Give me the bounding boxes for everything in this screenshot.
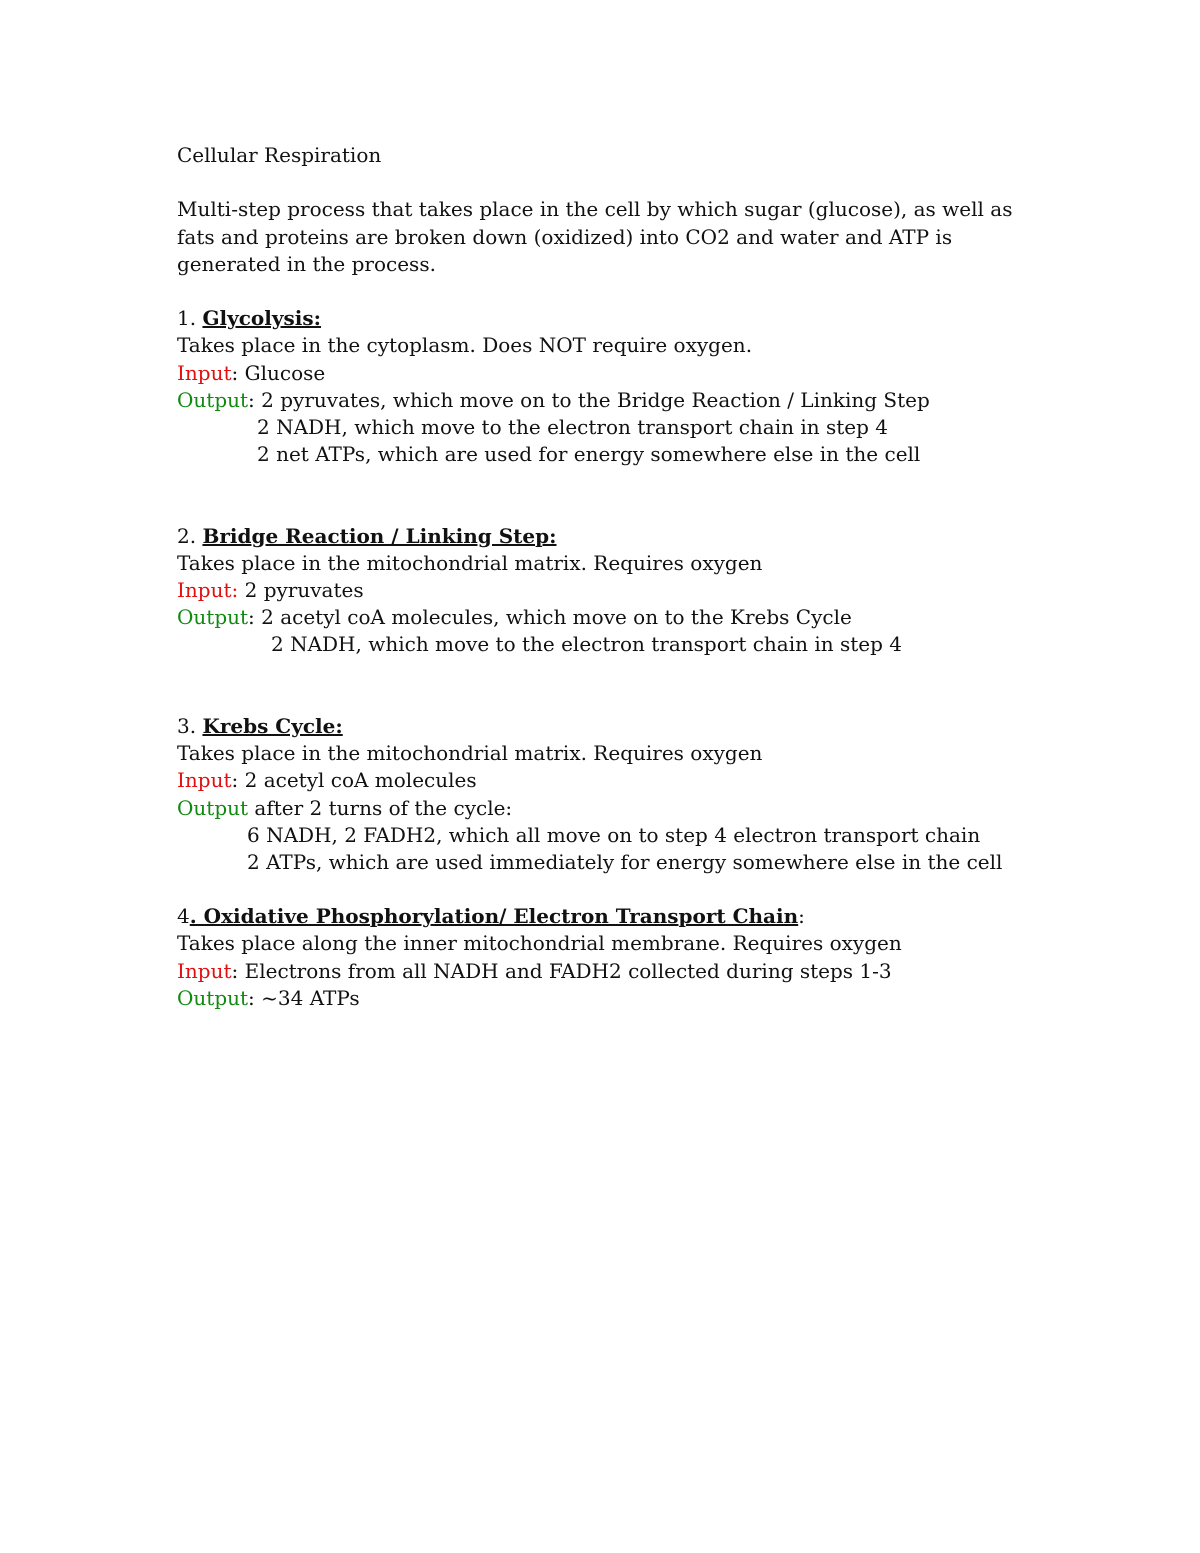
input-label: Input: — [177, 578, 239, 603]
step-3-output-extra-2: 2 ATPs, which are used immediately for energy somewhere else in the cell — [247, 849, 1003, 874]
step-3-output: Output after 2 turns of the cycle: — [177, 795, 513, 820]
input-label: Input — [177, 958, 232, 983]
document-title: Cellular Respiration — [177, 143, 382, 167]
step-2-input: Input: 2 pyruvates — [177, 578, 364, 603]
step-1-output: Output: 2 pyruvates, which move on to the Bridge Reaction / Linking Step — [177, 387, 930, 412]
step-4-output: Output: ~34 ATPs — [177, 985, 360, 1010]
step-2-heading: 2. Bridge Reaction / Linking Step: — [177, 523, 557, 548]
intro-line-1: Multi-step process that takes place in the cell by which sugar (glucose), as well as — [177, 197, 1013, 222]
step-4-heading: 4. Oxidative Phosphorylation/ Electron Transport Chain: — [177, 904, 805, 929]
output-label: Output — [177, 605, 249, 630]
step-3-heading: 3. Krebs Cycle: — [177, 713, 343, 738]
step-3-input: Input: 2 acetyl coA molecules — [177, 768, 477, 793]
intro-line-2: fats and proteins are broken down (oxidized) into CO2 and water and ATP is — [177, 224, 953, 249]
step-2-output-extra-1: 2 NADH, which move to the electron transport chain in step 4 — [271, 632, 903, 657]
input-label: Input — [177, 360, 232, 385]
step-1-input: Input: Glucose — [177, 360, 326, 385]
step-1-output-extra-1: 2 NADH, which move to the electron transport chain in step 4 — [257, 414, 889, 439]
document-page — [177, 142, 1137, 1012]
step-2-location: Takes place in the mitochondrial matrix. Requires oxygen — [177, 550, 763, 575]
step-2-output: Output: 2 acetyl coA molecules, which move on to the Krebs Cycle — [177, 605, 852, 630]
step-3-output-extra-1: 6 NADH, 2 FADH2, which all move on to step 4 electron transport chain — [247, 822, 981, 847]
step-4-location: Takes place along the inner mitochondrial membrane. Requires oxygen — [177, 931, 902, 956]
step-3-location: Takes place in the mitochondrial matrix. Requires oxygen — [177, 741, 763, 766]
step-1-location: Takes place in the cytoplasm. Does NOT require oxygen. — [177, 333, 753, 358]
output-label: Output — [177, 795, 249, 820]
output-label: Output — [177, 387, 249, 412]
step-1-heading: 1. Glycolysis: — [177, 306, 321, 331]
step-4-input: Input: Electrons from all NADH and FADH2 collected during steps 1-3 — [177, 958, 892, 983]
step-1-output-extra-2: 2 net ATPs, which are used for energy somewhere else in the cell — [257, 442, 921, 467]
output-label: Output — [177, 985, 249, 1010]
intro-line-3: generated in the process. — [177, 251, 436, 276]
input-label: Input — [177, 768, 232, 793]
